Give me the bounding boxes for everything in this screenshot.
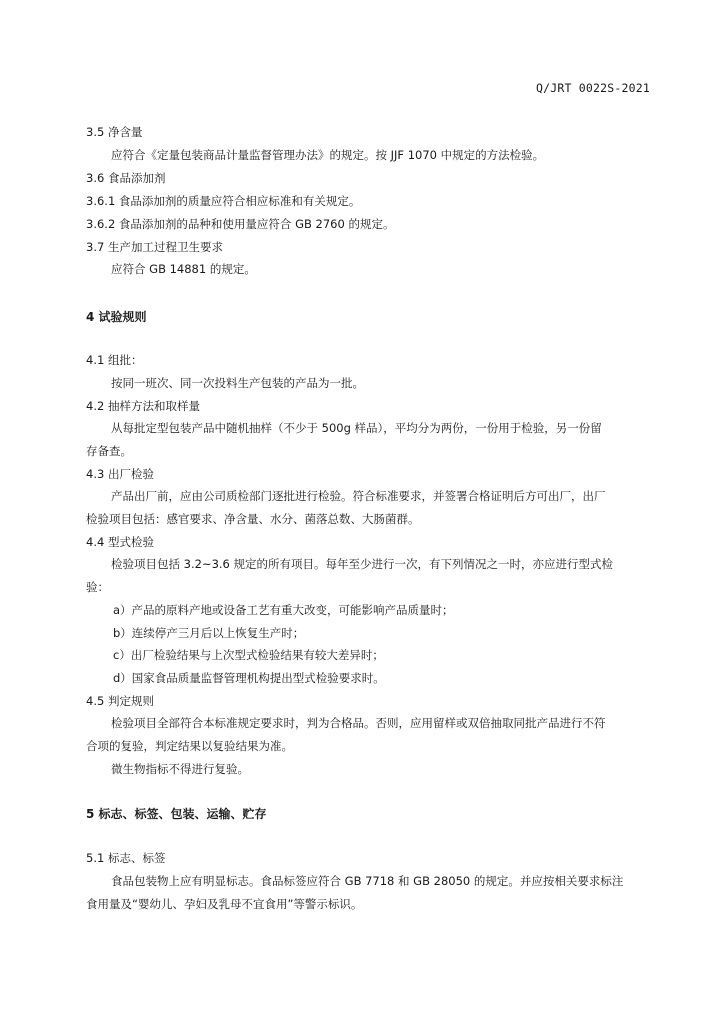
standard-code: Q/JRT 0022S-2021 — [536, 81, 650, 95]
paragraph-continuation: 验： — [86, 580, 109, 594]
paragraph: 微生物指标不得进行复验。 — [111, 762, 249, 776]
list-item: b）连续停产三月后以上恢复生产时； — [113, 626, 305, 640]
paragraph: 检验项目全部符合本标准规定要求时，判为合格品。否则，应用留样或双倍抽取同批产品进行不符 — [111, 716, 606, 730]
section-4-5-heading: 4.5 判定规则 — [86, 694, 154, 708]
paragraph: 产品出厂前，应由公司质检部门逐批进行检验。符合标准要求，并签署合格证明后方可出厂，出厂 — [111, 489, 606, 503]
section-3-7-heading: 3.7 生产加工过程卫生要求 — [86, 240, 223, 254]
chapter-5-heading: 5 标志、标签、包装、运输、贮存 — [86, 807, 267, 821]
paragraph: 食品包装物上应有明显标志。食品标签应符合 GB 7718 和 GB 28050 的规定。并应按相关要求标注 — [111, 874, 624, 888]
paragraph: 应符合 GB 14881 的规定。 — [111, 262, 256, 276]
paragraph-continuation: 合项的复验，判定结果以复验结果为准。 — [86, 739, 293, 753]
section-3-5-heading: 3.5 净含量 — [86, 125, 143, 139]
section-4-2-heading: 4.2 抽样方法和取样量 — [86, 399, 200, 413]
clause-3-6-1: 3.6.1 食品添加剂的质量应符合相应标准和有关规定。 — [86, 194, 361, 208]
section-4-1-heading: 4.1 组批： — [86, 353, 143, 367]
paragraph: 检验项目包括 3.2~3.6 规定的所有项目。每年至少进行一次，有下列情况之一时，亦应进行型式检 — [111, 557, 614, 571]
section-4-3-heading: 4.3 出厂检验 — [86, 467, 154, 481]
paragraph-continuation: 存备查。 — [86, 444, 132, 458]
chapter-4-heading: 4 试验规则 — [86, 310, 147, 324]
paragraph-continuation: 检验项目包括：感官要求、净含量、水分、菌落总数、大肠菌群。 — [86, 512, 420, 526]
paragraph: 应符合《定量包装商品计量监督管理办法》的规定。按 JJF 1070 中规定的方法检验。 — [111, 148, 545, 162]
section-4-4-heading: 4.4 型式检验 — [86, 535, 154, 549]
section-5-1-heading: 5.1 标志、标签 — [86, 851, 166, 865]
list-item: c）出厂检验结果与上次型式检验结果有较大差异时； — [113, 648, 384, 662]
list-item: a）产品的原料产地或设备工艺有重大改变，可能影响产品质量时； — [113, 603, 454, 617]
clause-3-6-2: 3.6.2 食品添加剂的品种和使用量应符合 GB 2760 的规定。 — [86, 217, 395, 231]
paragraph-continuation: 食用量及“婴幼儿、孕妇及乳母不宜食用”等警示标识。 — [86, 897, 363, 911]
list-item: d）国家食品质量监督管理机构提出型式检验要求时。 — [113, 671, 385, 685]
paragraph: 从每批定型包装产品中随机抽样（不少于 500g 样品），平均分为两份，一份用于检验，另一份留 — [111, 421, 602, 435]
section-3-6-heading: 3.6 食品添加剂 — [86, 171, 166, 185]
paragraph: 按同一班次、同一次投料生产包装的产品为一批。 — [111, 376, 364, 390]
